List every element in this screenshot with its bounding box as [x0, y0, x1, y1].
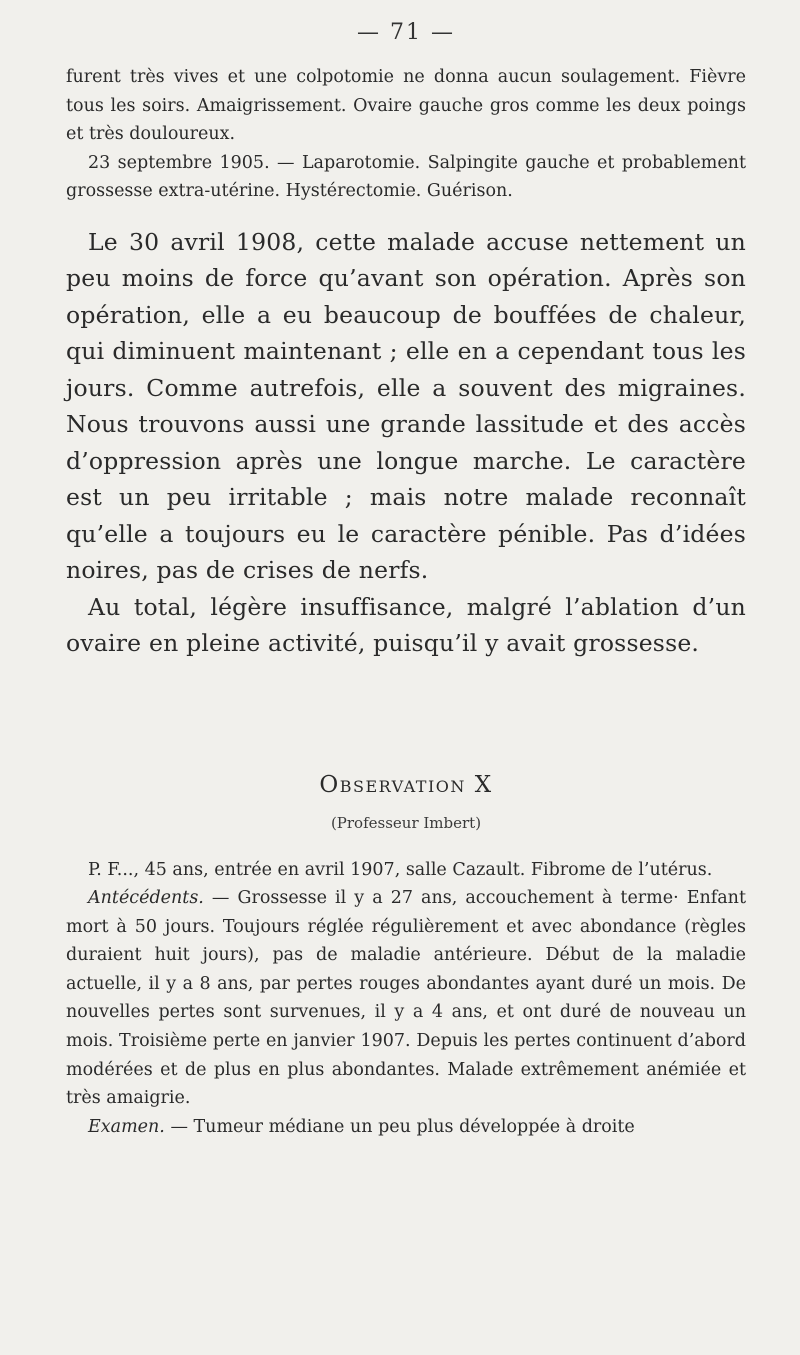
paragraph-summary: Au total, légère insuffisance, malgré l’ablation d’un ovaire en pleine activité, puisqu’il y avait grossesse. — [66, 592, 746, 657]
case-intro: P. F..., 45 ans, entrée en avril 1907, salle Cazault. Fibrome de l’utérus. — [88, 859, 713, 880]
paragraph-operation-date: 23 septembre 1905. — Laparotomie. Salpingite gauche et probablement grossesse extra-utérine. Hystérectomie. Guérison. — [66, 152, 746, 201]
observation-subtitle: (Professeur Imbert) — [330, 813, 482, 832]
case-antecedents — [66, 884, 746, 1113]
page-number: — 71 — — [357, 20, 455, 45]
paragraph-followup: Le 30 avril 1908, cette malade accuse nettement un peu moins de force qu’avant son opération. Après son opération, elle a eu beaucoup de bouffées de chaleur, qui diminuent maintenant ; elle en a cependant tous les jours. Comme autrefois, elle a souvent des migraines. Nous trouvons aussi une grande lassitude et des accès d’oppression après une longue marche. Le caractère est un peu irritable ; mais notre malade reconnaît qu’elle a toujours eu le caractère pénible. Pas d’idées noires, pas de crises de nerfs. — [66, 227, 746, 584]
case-section — [66, 856, 746, 1142]
case-examen — [66, 1113, 746, 1142]
observation-title: Observation X — [319, 771, 493, 798]
examen-text: — Tumeur médiane un peu plus développée à droite — [164, 1116, 635, 1137]
antecedents-text: — Grossesse il y a 27 ans, accouchement à terme· Enfant mort à 50 jours. Toujours réglée régulièrement et avec abondance (règles duraient huit jours), pas de maladie antérieure. Début de la maladie actuelle, il y a 8 ans, par pertes rouges abondantes ayant duré un mois. De nouvelles pertes sont survenues, il y a 4 ans, et ont duré de nouveau un mois. Troisième perte en janvier 1907. Depuis les pertes continuent d’abord modérées et de plus en plus abondantes. Malade extrêmement anémiée et très amaigrie. — [66, 888, 746, 1109]
paragraph-continuation: furent très vives et une colpotomie ne donna aucun soulagement. Fièvre tous les soirs. Amaigrissement. Ovaire gauche gros comme les deux poings et très douloureux. — [66, 67, 746, 144]
examen-label: Examen. — [88, 1116, 165, 1137]
antecedents-label: Antécédents. — [88, 888, 204, 909]
top-section — [66, 63, 746, 206]
book-page — [66, 20, 746, 1141]
followup-section — [66, 224, 746, 662]
